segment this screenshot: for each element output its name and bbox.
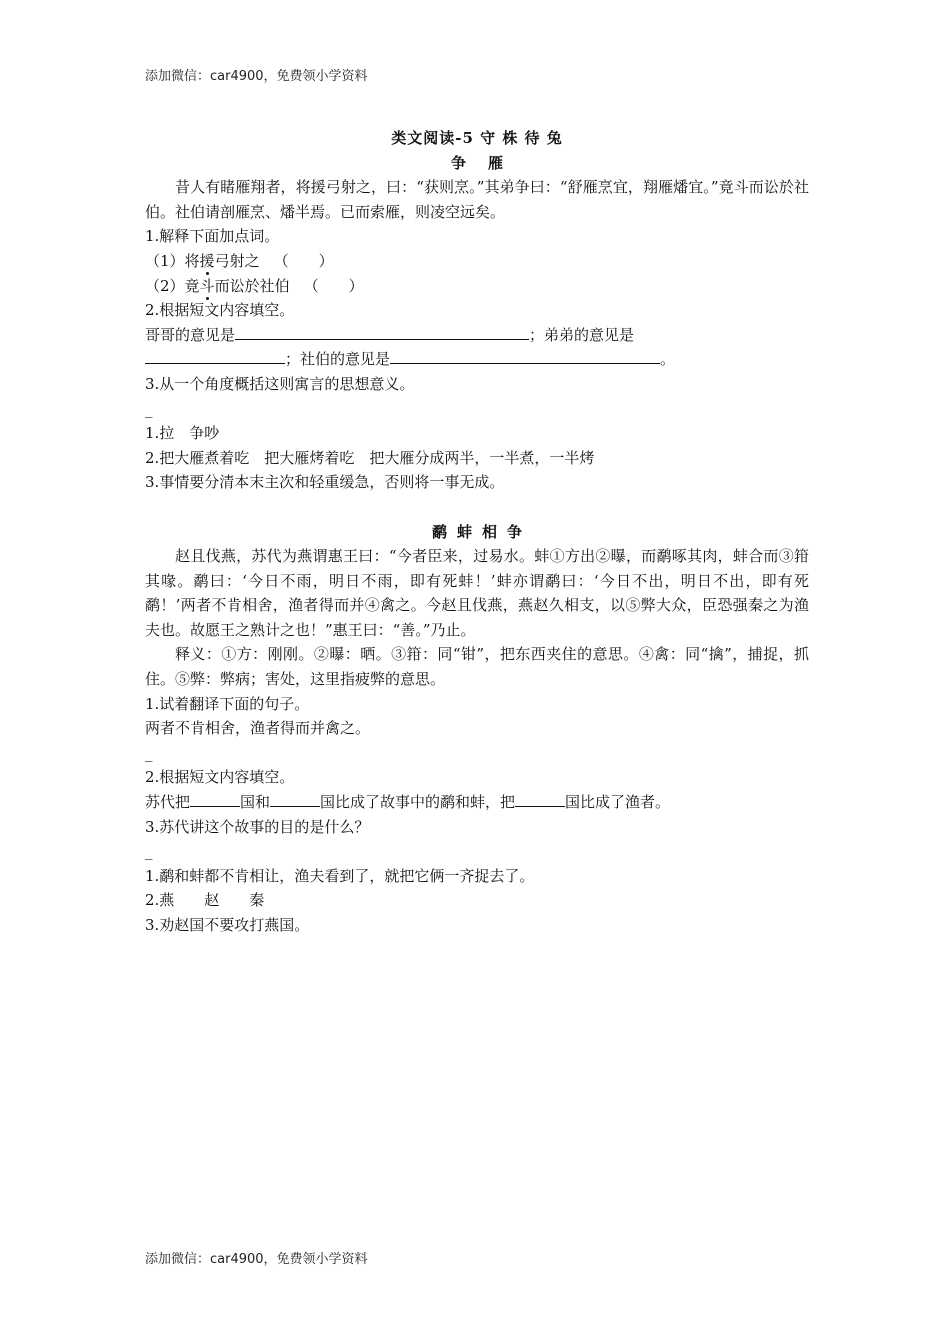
s2-answer-1: 1.鹬和蚌都不肯相让，渔夫看到了，就把它俩一齐捉去了。 bbox=[145, 866, 535, 885]
s1-q2-brother-blank[interactable] bbox=[235, 323, 529, 340]
s2-q2-blank-2[interactable] bbox=[270, 790, 320, 807]
s2-q2-blank-3[interactable] bbox=[515, 790, 565, 807]
s1-answer-1: 1.拉 争吵 bbox=[145, 424, 220, 443]
s1-q2-brother-label: 哥哥的意见是 bbox=[145, 325, 236, 344]
s1-q2-sheber-label: ；社伯的意见是 bbox=[285, 350, 391, 369]
s2-q2-part-b: 国和 bbox=[240, 793, 271, 812]
s1-q1a-dotted-word: 援 bbox=[199, 251, 215, 270]
s2-q2-fill bbox=[145, 790, 809, 815]
s1-q2-sheber-blank[interactable] bbox=[390, 347, 660, 364]
s1-q1b-dotted-word: 斗 bbox=[199, 276, 215, 295]
page-header: 添加微信：car4900，免费领小学资料 bbox=[145, 69, 368, 84]
s2-question-2: 2.根据短文内容填空。 bbox=[145, 768, 295, 787]
s1-q1a-pre: （1）将 bbox=[145, 251, 200, 270]
s2-answer-3: 3.劝赵国不要攻打燕国。 bbox=[145, 916, 310, 934]
section2-notes: 释义：①方：刚刚。②曝：晒。③箝：同“钳”，把东西夹住的意思。④禽：同“擒”，捕捉，抓住。⑤弊：弊病；害处，这里指疲弊的意思。 bbox=[145, 645, 809, 689]
section2-title: 鹬蚌相争 bbox=[431, 522, 532, 541]
section1-title: 争雁 bbox=[450, 153, 525, 172]
s1-question-1b bbox=[145, 274, 809, 299]
s1-q1a-answer-paren[interactable]: （ ） bbox=[273, 251, 334, 270]
s2-q2-part-a: 苏代把 bbox=[145, 793, 191, 812]
section2-passage: 赵且伐燕，苏代为燕谓惠王曰：“今者臣来，过易水。蚌①方出②曝，而鹬啄其肉，蚌合而③箝其喙。鹬曰：‘今日不雨，明日不雨，即有死蚌！’蚌亦谓鹬曰：‘今日不出，明日不出，即有死鹬！’两者不肯相舍，渔者得而并④禽之。今赵且伐燕，燕赵久相支，以⑤弊大众，臣恐强秦之为渔夫也。故愿王之熟计之也！”惠王曰：“善。”乃止。 bbox=[145, 547, 809, 639]
s2-question-1: 1.试着翻译下面的句子。 bbox=[145, 694, 310, 713]
s1-answer-2: 2.把大雁煮着吃 把大雁烤着吃 把大雁分成两半，一半煮，一半烤 bbox=[145, 448, 595, 467]
s1-q1b-post: 而讼於社伯 bbox=[214, 276, 290, 295]
document-title: 类文阅读-5 守 株 待 兔 bbox=[391, 129, 563, 147]
s2-answer-line-1[interactable]: _ bbox=[145, 743, 153, 762]
s1-q1b-answer-paren[interactable]: （ ） bbox=[303, 276, 364, 295]
s1-question-1: 1.解释下面加点词。 bbox=[145, 227, 280, 246]
page-footer: 添加微信：car4900，免费领小学资料 bbox=[145, 1252, 368, 1267]
section1-passage: 昔人有睹雁翔者，将援弓射之，曰：“获则烹。”其弟争曰：“舒雁烹宜，翔雁燔宜。”竟斗而讼於社伯。社伯请剖雁烹、燔半焉。已而索雁，则凌空远矣。 bbox=[145, 178, 809, 221]
s1-answer-3: 3.事情要分清本末主次和轻重缓急，否则将一事无成。 bbox=[145, 473, 505, 492]
s1-q2-line1 bbox=[145, 323, 809, 348]
s2-question-3: 3.苏代讲这个故事的目的是什么？ bbox=[145, 817, 370, 836]
s1-q1b-pre: （2）竟 bbox=[145, 276, 200, 295]
s1-q1a-post: 弓射之 bbox=[214, 251, 260, 270]
s2-answer-line-2[interactable]: _ bbox=[145, 842, 153, 861]
s1-question-1a bbox=[145, 249, 809, 274]
document-body bbox=[145, 126, 809, 938]
s1-q2-younger-blank[interactable] bbox=[145, 347, 285, 364]
s1-q2-end: 。 bbox=[660, 350, 676, 369]
s2-q2-blank-1[interactable] bbox=[190, 790, 240, 807]
s2-q2-part-d: 国比成了渔者。 bbox=[565, 793, 671, 812]
s2-q1-sentence: 两者不肯相舍，渔者得而并禽之。 bbox=[145, 719, 371, 738]
s1-question-3: 3.从一个角度概括这则寓言的思想意义。 bbox=[145, 374, 415, 393]
s1-answer-line[interactable]: _ bbox=[145, 399, 153, 418]
s2-q2-part-c: 国比成了故事中的鹬和蚌，把 bbox=[320, 793, 516, 812]
s2-answer-2: 2.燕 赵 秦 bbox=[145, 891, 265, 910]
s1-question-2: 2.根据短文内容填空。 bbox=[145, 301, 295, 320]
s1-q2-line2 bbox=[145, 347, 809, 372]
s1-q2-younger-label: ；弟弟的意见是 bbox=[529, 325, 635, 344]
